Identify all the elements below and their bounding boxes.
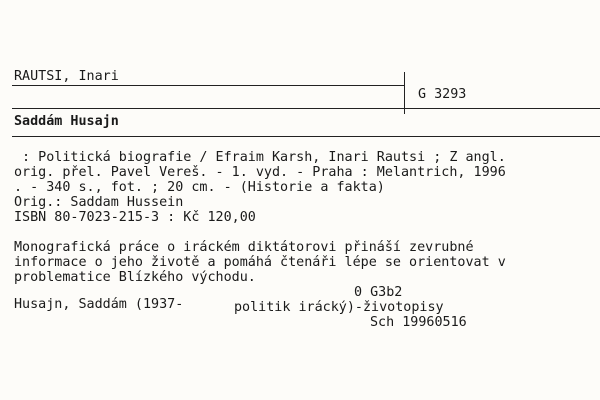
subject-heading-right: politik irácký)-životopisy (234, 300, 444, 315)
description-line-1: : Politická biografie / Efraim Karsh, Inari Rautsi ; Z angl. (14, 150, 506, 165)
original-title: Orig.: Saddam Hussein (14, 195, 184, 210)
annotation-line-1: Monografická práce o iráckém diktátorovi přináší zevrubné (14, 240, 474, 255)
author-heading: RAUTSI, Inari (14, 69, 119, 84)
header-rule-long (12, 108, 600, 109)
subject-heading-left: Husajn, Saddám (1937- (14, 297, 184, 312)
annotation-line-2: informace o jeho životě a pomáhá čtenáři lépe se orientovat v (14, 255, 506, 270)
record-id: Sch 19960516 (370, 315, 467, 330)
isbn-price: ISBN 80-7023-215-3 : Kč 120,00 (14, 210, 256, 225)
annotation-line-3: problematice Blízkého východu. (14, 270, 256, 285)
header-rule-short (12, 85, 404, 86)
classification-code: 0 G3b2 (354, 285, 403, 300)
description-line-2: orig. přel. Pavel Vereš. - 1. vyd. - Praha : Melantrich, 1996 (14, 165, 506, 180)
title-heading: Saddám Husajn (14, 114, 119, 129)
shelfmark: G 3293 (418, 87, 467, 102)
description-line-3: . - 340 s., fot. ; 20 cm. - (Historie a fakta) (14, 180, 385, 195)
title-rule (12, 136, 600, 137)
